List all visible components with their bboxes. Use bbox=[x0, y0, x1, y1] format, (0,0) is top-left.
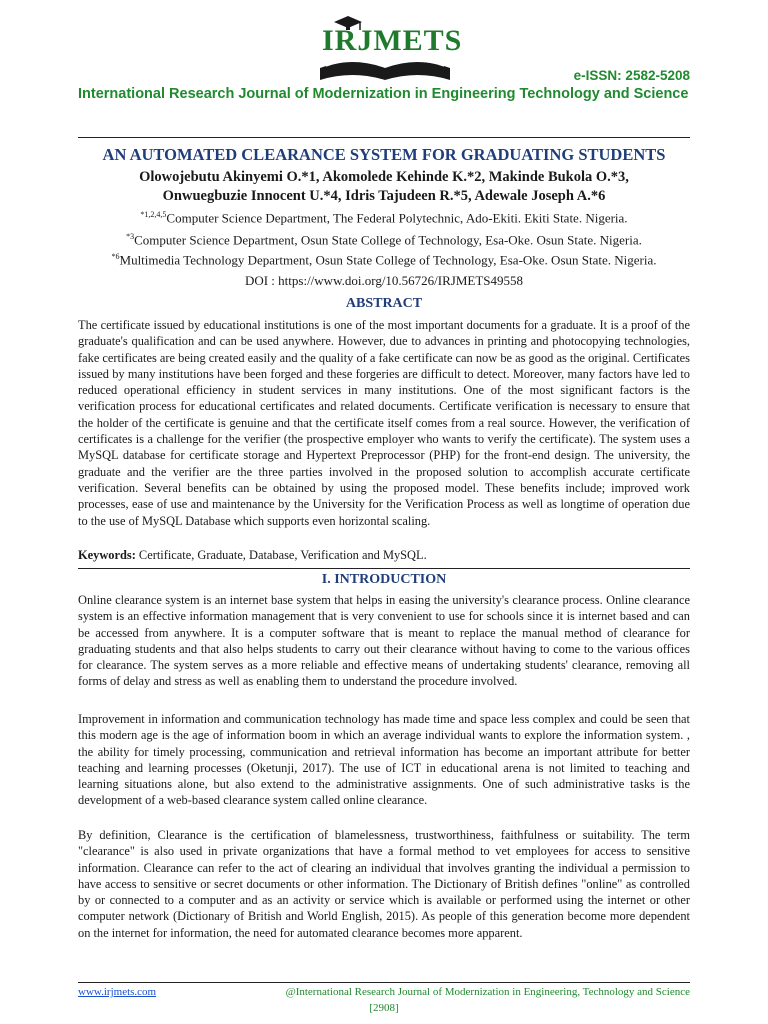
intro-paragraph-2: Improvement in information and communication technology has made time and space less complex and could be seen that this modern age is the age of information boom in which an average individual wants to explore the information system. , the ability for timely processing, communication and retrieval information has become an important attribute for better teaching and learning processes (Oketunji, 2017). The use of ICT in educational arena is not limited to teaching and learning situations alone, but also extend to the administrative assignments. One of such administrative tasks is the development of a web-based clearance system called online clearance. bbox=[78, 712, 690, 808]
paper-title: AN AUTOMATED CLEARANCE SYSTEM FOR GRADUATING STUDENTS bbox=[102, 145, 666, 164]
header-divider bbox=[78, 137, 690, 138]
journal-logo bbox=[312, 10, 463, 86]
affiliation-1: $^{*1,2,4,5}$Computer Science Department, The Federal Polytechnic, Ado-Ekiti. Ekiti State. Nigeria. bbox=[140, 210, 628, 226]
keywords: Keywords: Certificate, Graduate, Database, Verification and MySQL. bbox=[78, 548, 427, 562]
journal-title: International Research Journal of Modernization in Engineering Technology and Science bbox=[78, 86, 689, 102]
affiliation-3: $^{*6}$Multimedia Technology Department, Osun State College of Technology, Esa-Oke. Osun State. Nigeria. bbox=[111, 252, 657, 268]
intro-paragraph-1: Online clearance system is an internet base system that helps in easing the university's clearance process. Online clearance system is an effective information management that is very convenient to use for schools since it is internet based and can be accessed from anywhere. It is a computer software that is meant to replace the manual method of clearance for graduating students and that also helps students to carry out their clearance without having to come to the various offices for clearance. The system serves as a more reliable and effective means of undertaking students' clearance, removing all forms of delay and stress as well as enabling them to understand the procedure involved. bbox=[78, 593, 690, 689]
authors-line-2: Onwuegbuzie Innocent U.*4, Idris Tajudeen R.*5, Adewale Joseph A.*6 bbox=[162, 188, 606, 204]
eissn: e-ISSN: 2582-5208 bbox=[573, 68, 690, 83]
intro-paragraph-3: By definition, Clearance is the certification of blamelessness, trustworthiness, faithfulness or suitability. The term "clearance" is also used in private organizations that have a formal method to vet employees for access to sensitive information. Clearance can refer to the act of clearing an individual that involves granting the individual a permission to have access to sensitive or secret documents or other information. The Dictionary of British defines "online" as controlled by or connected to a computer and as an activity or service which is available or performed using the internet or other computer network (Dictionary of British and World English, 2015). As people of this generation become more dependent on the internet for information, the need for automated clearance becomes more apparent. bbox=[78, 828, 690, 940]
affiliation-2: $^{*3}$Computer Science Department, Osun State College of Technology, Esa-Oke. Osun State. Nigeria. bbox=[126, 232, 642, 248]
authors-line-1: Olowojebutu Akinyemi O.*1, Akomolede Kehinde K.*2, Makinde Bukola O.*3, bbox=[139, 169, 629, 185]
authors bbox=[78, 168, 690, 206]
page-number: [2908] bbox=[369, 1002, 399, 1014]
abstract-text: The certificate issued by educational institutions is one of the most important documents for a graduate. It is a proof of the graduate's qualification and can be used anywhere. However, due to advances in printing and photocopying technologies, fake certificates are being created easily and the quality of a fake certificate can now be as good as the original. Certificates issued by many institutions have been forged and these forgeries are difficult to detect. Moreover, many factors have led to reduced operational efficiency in student services in many institutions. One of the most significant factors is the verification process for educational certificates and related documents. Certificate verification is necessary to ensure that the holder of the certificate is genuine and that the certificate itself comes from a real source. However, the verification of certificates is a challenge for the verifier (the prospective employer who wants to verify the certificate). The system uses a MySQL database for certificate storage and Hypertext Preprocessor (PHP) for the front-end design. The university, the graduate and the verifier are the three parties involved in the proposed solution to accomplish accurate certificate verification. Several benefits can be obtained by using the proposed model. These benefits include; improved work processes, ease of use and maintenance by the University for the Verification Process as well as longtime of operation due to the use of MySQL Database which supports even horizontal scaling. bbox=[78, 318, 690, 528]
journal-website-link[interactable]: www.irjmets.com bbox=[78, 986, 157, 998]
footer-journal-name: @International Research Journal of Modernization in Engineering, Technology and Science bbox=[285, 986, 690, 998]
introduction-heading: I. INTRODUCTION bbox=[321, 572, 447, 587]
section-divider bbox=[78, 568, 690, 569]
logo-text: IRJMETS bbox=[322, 24, 463, 57]
doi: DOI : https://www.doi.org/10.56726/IRJMETS49558 bbox=[244, 273, 524, 288]
abstract-heading: ABSTRACT bbox=[345, 296, 423, 311]
footer-divider bbox=[78, 982, 690, 983]
